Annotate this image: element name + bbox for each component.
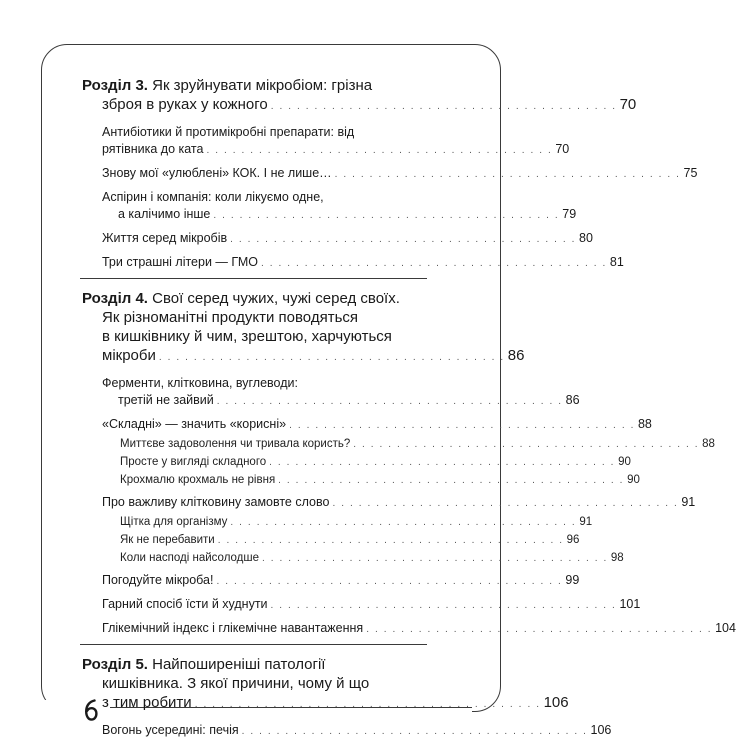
toc-subentry[interactable] <box>82 437 715 452</box>
toc-entry[interactable] <box>82 230 593 248</box>
toc-entry[interactable] <box>82 620 736 638</box>
chapter-title: мікроби <box>102 347 156 364</box>
entry-title: Три страшні літери — ГМО <box>102 255 259 269</box>
chapter-3-heading <box>82 76 637 116</box>
page-number: 90 <box>627 474 640 486</box>
leader-dots: . . . . . . . . . . . . . . . . . . . . . . . . . . . . . . . . . . . . . . . . <box>289 420 635 431</box>
section-divider <box>80 278 427 279</box>
page-number: 106 <box>543 694 569 711</box>
toc-entry[interactable] <box>82 254 624 272</box>
toc-entry[interactable] <box>82 596 641 614</box>
entry-title: рятівника до ката <box>102 142 204 156</box>
leader-dots: . . . . . . . . . . . . . . . . . . . . . . . . . . . . . . . . . . . . . . . . <box>269 457 616 468</box>
entry-title: Погодуйте мікроба! <box>102 573 214 587</box>
entry-title: «Складні» — значить «корисні» <box>102 417 287 431</box>
page-number: 79 <box>562 207 577 221</box>
entry-title: Аспірин і компанія: коли лікуємо одне, <box>102 190 324 204</box>
subentry-title: Щітка для організму <box>120 516 228 528</box>
leader-dots: . . . . . . . . . . . . . . . . . . . . . . . . . . . . . . . . . . . . . . . . <box>194 699 541 710</box>
page-number: 106 <box>590 723 612 737</box>
section-divider <box>80 644 427 645</box>
page-number: 104 <box>715 621 736 635</box>
leader-dots: . . . . . . . . . . . . . . . . . . . . . . . . . . . . . . . . . . . . . . . . <box>353 439 700 450</box>
leader-dots: . . . . . . . . . . . . . . . . . . . . . . . . . . . . . . . . . . . . . . . . <box>270 600 617 611</box>
page-number: 101 <box>619 597 641 611</box>
leader-dots: . . . . . . . . . . . . . . . . . . . . . . . . . . . . . . . . . . . . . . . . <box>206 145 553 156</box>
page-number: 90 <box>618 456 631 468</box>
toc-entry[interactable] <box>82 722 612 740</box>
leader-dots: . . . . . . . . . . . . . . . . . . . . . . . . . . . . . . . . . . . . . . . . <box>366 624 713 635</box>
chapter-title: Як різноманітні продукти поводяться <box>102 309 359 326</box>
chapter-title: з тим робити <box>102 694 192 711</box>
chapter-title: в кишківнику й чим, зрештою, харчуються <box>102 328 392 345</box>
chapter-number: Розділ 4. <box>82 290 148 307</box>
leader-dots: . . . . . . . . . . . . . . . . . . . . . . . . . . . . . . . . . . . . . . . . <box>217 535 564 546</box>
chapter-title: Найпоширеніші патології <box>147 656 326 673</box>
leader-dots: . . . . . . . . . . . . . . . . . . . . . . . . . . . . . . . . . . . . . . . . <box>261 258 607 269</box>
chapter-title: Як зруйнувати мікробіом: грізна <box>147 77 373 94</box>
toc-subentry[interactable] <box>82 455 631 470</box>
toc-subentry[interactable] <box>82 473 640 488</box>
chapter-title: Свої серед чужих, чужі серед своїх. <box>147 290 400 307</box>
page-number: 75 <box>683 166 698 180</box>
entry-title: Гарний спосіб їсти й худнути <box>102 597 268 611</box>
toc-subentry[interactable] <box>82 533 580 548</box>
toc-subentry[interactable] <box>82 515 593 530</box>
leader-dots: . . . . . . . . . . . . . . . . . . . . . . . . . . . . . . . . . . . . . . . . <box>334 169 681 180</box>
subentry-title: Миттєве задоволення чи тривала користь? <box>120 438 351 450</box>
toc-entry[interactable] <box>82 124 570 159</box>
leader-dots: . . . . . . . . . . . . . . . . . . . . . . . . . . . . . . . . . . . . . . . . <box>216 576 563 587</box>
toc-entry[interactable] <box>82 494 696 512</box>
page-number: 88 <box>702 438 715 450</box>
leader-dots: . . . . . . . . . . . . . . . . . . . . . . . . . . . . . . . . . . . . . . . . <box>216 396 563 407</box>
toc-entry[interactable] <box>82 375 580 410</box>
leader-dots: . . . . . . . . . . . . . . . . . . . . . . . . . . . . . . . . . . . . . . . . <box>262 553 608 564</box>
chapter-number: Розділ 3. <box>82 77 148 94</box>
chapter-title: кишківника. З якої причини, чому й що <box>102 675 370 692</box>
subentry-title: Як не перебавити <box>120 534 215 546</box>
page-number: 99 <box>565 573 580 587</box>
chapter-5-heading <box>82 655 569 714</box>
page-number: 91 <box>681 495 696 509</box>
subentry-title: Просте у вигляді складного <box>120 456 267 468</box>
entry-title: а калічимо інше <box>118 207 211 221</box>
entry-title: Глікемічний індекс і глікемічне навантаження <box>102 621 364 635</box>
leader-dots: . . . . . . . . . . . . . . . . . . . . . . . . . . . . . . . . . . . . . . . . <box>278 475 625 486</box>
page-number: 88 <box>637 417 652 431</box>
chapter-title: зброя в руках у кожного <box>102 96 268 113</box>
toc-entry[interactable] <box>82 416 652 434</box>
leader-dots: . . . . . . . . . . . . . . . . . . . . . . . . . . . . . . . . . . . . . . . . <box>230 234 577 245</box>
subentry-title: Коли насподі найсолодше <box>120 552 260 564</box>
leader-dots: . . . . . . . . . . . . . . . . . . . . . . . . . . . . . . . . . . . . . . . . <box>213 210 560 221</box>
leader-dots: . . . . . . . . . . . . . . . . . . . . . . . . . . . . . . . . . . . . . . . . <box>332 498 679 509</box>
page-number: 86 <box>565 393 580 407</box>
chapter-4-heading <box>82 289 525 367</box>
page-number: 81 <box>609 255 624 269</box>
toc-entry[interactable] <box>82 189 577 224</box>
entry-title: Життя серед мікробів <box>102 231 228 245</box>
entry-title: Знову мої «улюблені» КОК. І не лише… <box>102 166 332 180</box>
leader-dots: . . . . . . . . . . . . . . . . . . . . . . . . . . . . . . . . . . . . . . . . <box>158 352 505 363</box>
page-number: 80 <box>579 231 593 245</box>
toc-entry[interactable] <box>82 165 698 183</box>
toc-entry[interactable] <box>82 572 580 590</box>
entry-title: Антибіотики й протимікробні препарати: від <box>102 125 355 139</box>
chapter-number: Розділ 5. <box>82 656 148 673</box>
page-number: 70 <box>555 142 570 156</box>
table-of-contents <box>82 76 736 746</box>
leader-dots: . . . . . . . . . . . . . . . . . . . . . . . . . . . . . . . . . . . . . . . . <box>230 517 577 528</box>
subentry-title: Крохмалю крохмаль не рівня <box>120 474 276 486</box>
page-number: 96 <box>566 534 580 546</box>
page-number: 86 <box>507 347 525 364</box>
page-number: 98 <box>610 552 624 564</box>
entry-title: третій не зайвий <box>118 393 214 407</box>
leader-dots: . . . . . . . . . . . . . . . . . . . . . . . . . . . . . . . . . . . . . . . . <box>270 101 617 112</box>
entry-title: Про важливу клітковину замовте слово <box>102 495 330 509</box>
page-number: 70 <box>619 96 637 113</box>
entry-title: Ферменти, клітковина, вуглеводи: <box>102 376 298 390</box>
toc-subentry[interactable] <box>82 551 624 566</box>
leader-dots: . . . . . . . . . . . . . . . . . . . . . . . . . . . . . . . . . . . . . . . . <box>241 726 588 737</box>
page-number: 91 <box>579 516 593 528</box>
entry-title: Вогонь усередині: печія <box>102 723 239 737</box>
